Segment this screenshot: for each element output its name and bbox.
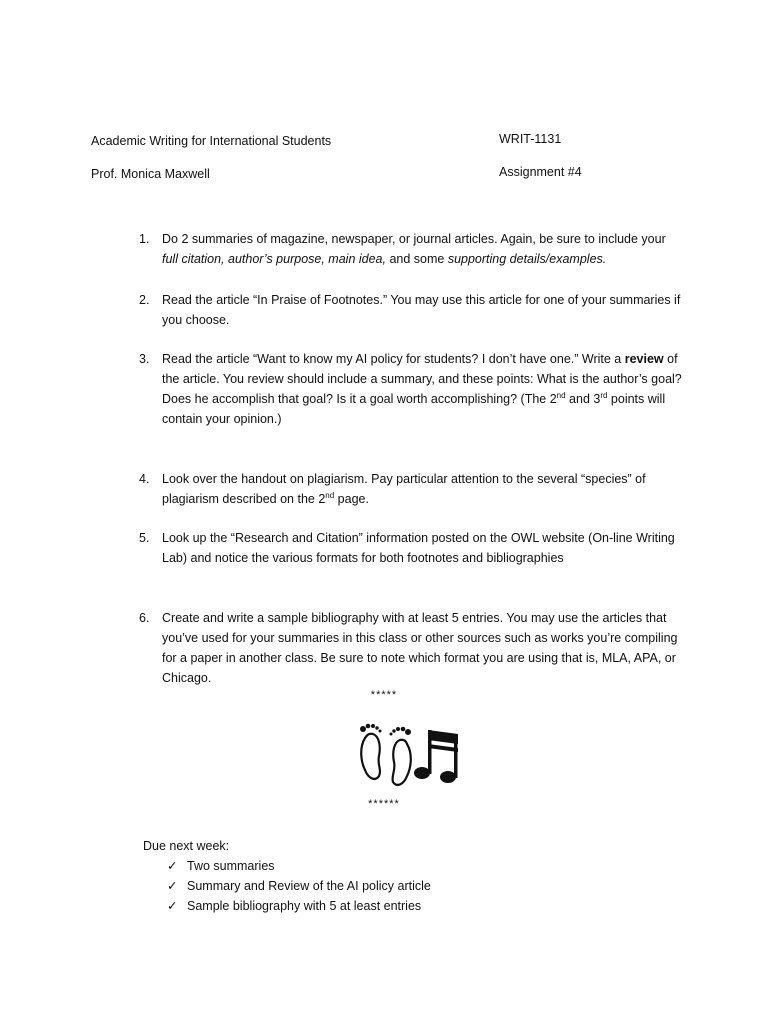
item-text-segment: rd <box>600 390 608 400</box>
due-item-label: Sample bibliography with 5 at least entries <box>187 899 422 913</box>
item-text <box>162 469 682 509</box>
item-text-segment: nd <box>556 390 566 400</box>
course-code: WRIT-1131 <box>499 132 562 146</box>
item-text-segment: points will contain your opinion.) <box>162 392 666 426</box>
divider-stars-top: ***** <box>370 689 398 701</box>
item-text <box>162 608 682 688</box>
item-number: 3. <box>139 352 150 366</box>
checkmark-icon: ✓ <box>167 859 178 873</box>
item-text-segment: full citation, author’s purpose, main idea, <box>162 252 386 266</box>
professor-name: Prof. Monica Maxwell <box>91 167 210 181</box>
due-item <box>167 878 431 894</box>
due-item-label: Summary and Review of the AI policy article <box>187 879 431 893</box>
footprints-icon <box>355 718 465 788</box>
due-item <box>167 858 275 874</box>
assignment-number: Assignment #4 <box>499 165 582 179</box>
item-text-segment: supporting details/examples. <box>447 252 607 266</box>
item-number: 1. <box>139 232 150 246</box>
due-item <box>167 898 421 914</box>
item-text <box>162 290 682 330</box>
item-number: 6. <box>139 611 150 625</box>
ornament <box>355 718 465 791</box>
checkmark-icon: ✓ <box>167 879 178 893</box>
item-text-segment: and some <box>385 252 448 266</box>
item-text-segment: Look over the handout on plagiarism. Pay particular attention to the several “species” of plagiarism described on the 2 <box>162 472 646 506</box>
item-text <box>162 349 682 429</box>
item-text-segment: page. <box>334 492 369 506</box>
item-number: 2. <box>139 293 150 307</box>
item-text-segment: of the article. You review should include a summary, and these points: What is the author’s goal? Does he accomplish that goal? Is it a goal worth accomplishing? (The 2 <box>162 352 682 406</box>
checkmark-icon: ✓ <box>167 899 178 913</box>
item-number: 4. <box>139 472 150 486</box>
item-text-segment: nd <box>325 490 335 500</box>
item-text-segment: Look up the “Research and Citation” information posted on the OWL website (On-line Writing Lab) and notice the various formats for both footnotes and bibliographies <box>162 531 675 565</box>
course-title: Academic Writing for International Students <box>91 134 332 148</box>
due-heading: Due next week: <box>143 839 230 853</box>
item-text-segment: Create and write a sample bibliography with at least 5 entries. You may use the articles that you’ve used for your summaries in this class or other sources such as works you’re compiling for a paper in another class. Be sure to note which format you are using that is, MLA, APA, or Chicago. <box>162 611 678 685</box>
divider-stars-bottom: ****** <box>368 798 400 810</box>
item-text <box>162 229 682 269</box>
item-number: 5. <box>139 531 150 545</box>
item-text-segment: review <box>624 352 664 366</box>
item-text-segment: Read the article “Want to know my AI policy for students? I don’t have one.” Write a <box>162 352 625 366</box>
item-text-segment: and 3 <box>565 392 601 406</box>
item-text-segment: Read the article “In Praise of Footnotes.” You may use this article for one of your summaries if you choose. <box>162 293 681 327</box>
music-note-icon <box>414 730 458 783</box>
due-item-label: Two summaries <box>187 859 275 873</box>
item-text-segment: Do 2 summaries of magazine, newspaper, or journal articles. Again, be sure to include your <box>162 232 666 246</box>
item-text <box>162 528 682 568</box>
